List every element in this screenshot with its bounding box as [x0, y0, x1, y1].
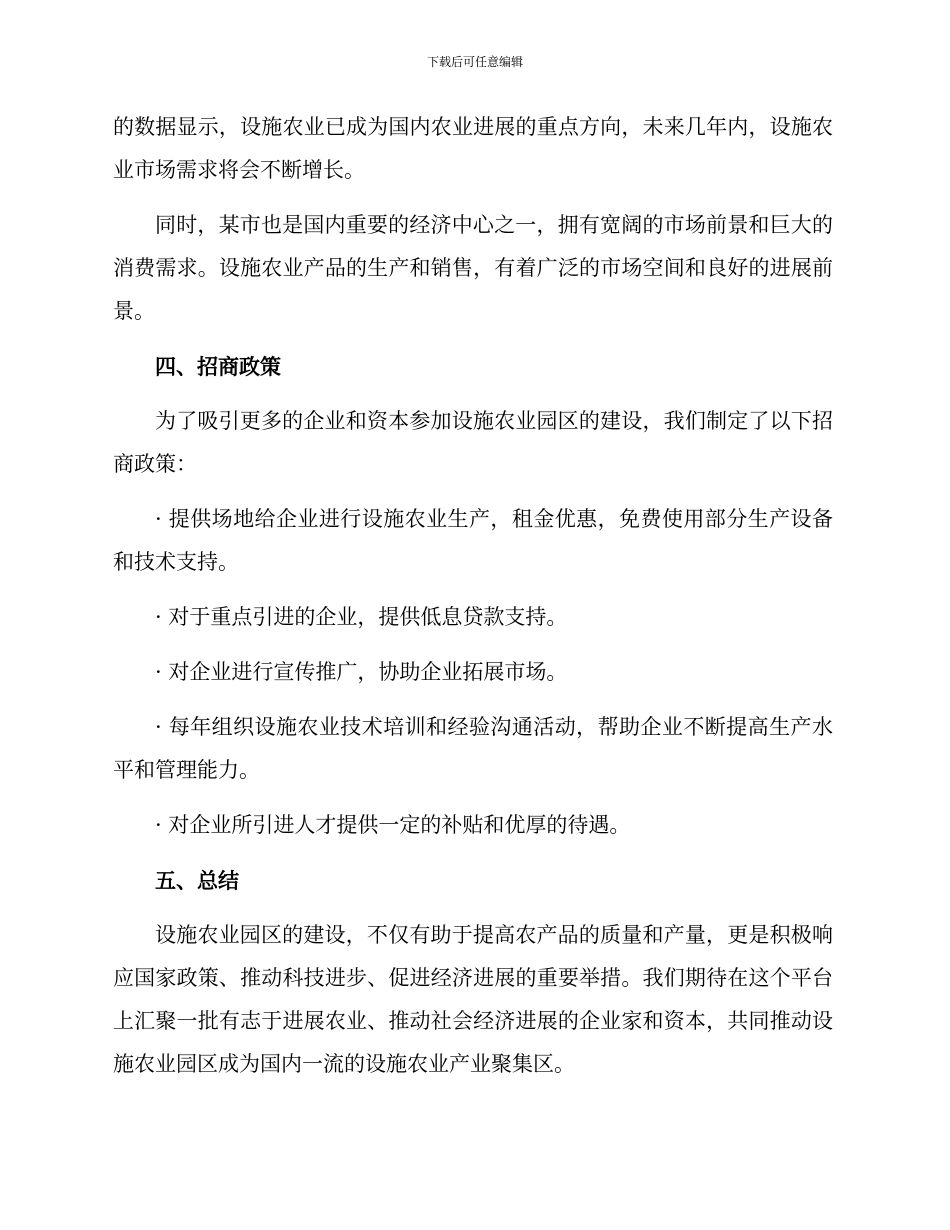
paragraph-policy-intro: 为了吸引更多的企业和资本参加设施农业园区的建设，我们制定了以下招商政策： — [113, 409, 833, 476]
paragraph-summary: 设施农业园区的建设，不仅有助于提高农产品的质量和产量，更是积极响应国家政策、推动科技进步、促进经济进展的重要举措。我们期待在这个平台上汇聚一批有志于进展农业、推动社会经济进展的企业家和资本，共同推动设施农业园区成为国内一流的设施农业产业聚集区。 — [113, 923, 833, 1076]
policy-item-promotion: · 对企业进行宣传推广，协助企业拓展市场。 — [155, 660, 568, 684]
paragraph-continued: 的数据显示，设施农业已成为国内农业进展的重点方向，未来几年内，设施农业市场需求将会不断增长。 — [113, 115, 833, 182]
section-heading-summary: 五、总结 — [155, 868, 239, 893]
policy-item-loan: · 对于重点引进的企业，提供低息贷款支持。 — [155, 605, 568, 629]
page-header: 下载后可任意编辑 — [426, 55, 523, 69]
policy-item-site: · 提供场地给企业进行设施农业生产，租金优惠，免费使用部分生产设备和技术支持。 — [113, 507, 833, 574]
document-body — [113, 106, 833, 1098]
paragraph-market: 同时，某市也是国内重要的经济中心之一，拥有宽阔的市场前景和巨大的消费需求。设施农业产品的生产和销售，有着广泛的市场空间和良好的进展前景。 — [113, 213, 833, 323]
section-heading-investment-policy: 四、招商政策 — [155, 354, 281, 379]
policy-item-training: · 每年组织设施农业技术培训和经验沟通活动，帮助企业不断提高生产水平和管理能力。 — [113, 715, 833, 782]
policy-item-talent: · 对企业所引进人才提供一定的补贴和优厚的待遇。 — [155, 813, 631, 837]
